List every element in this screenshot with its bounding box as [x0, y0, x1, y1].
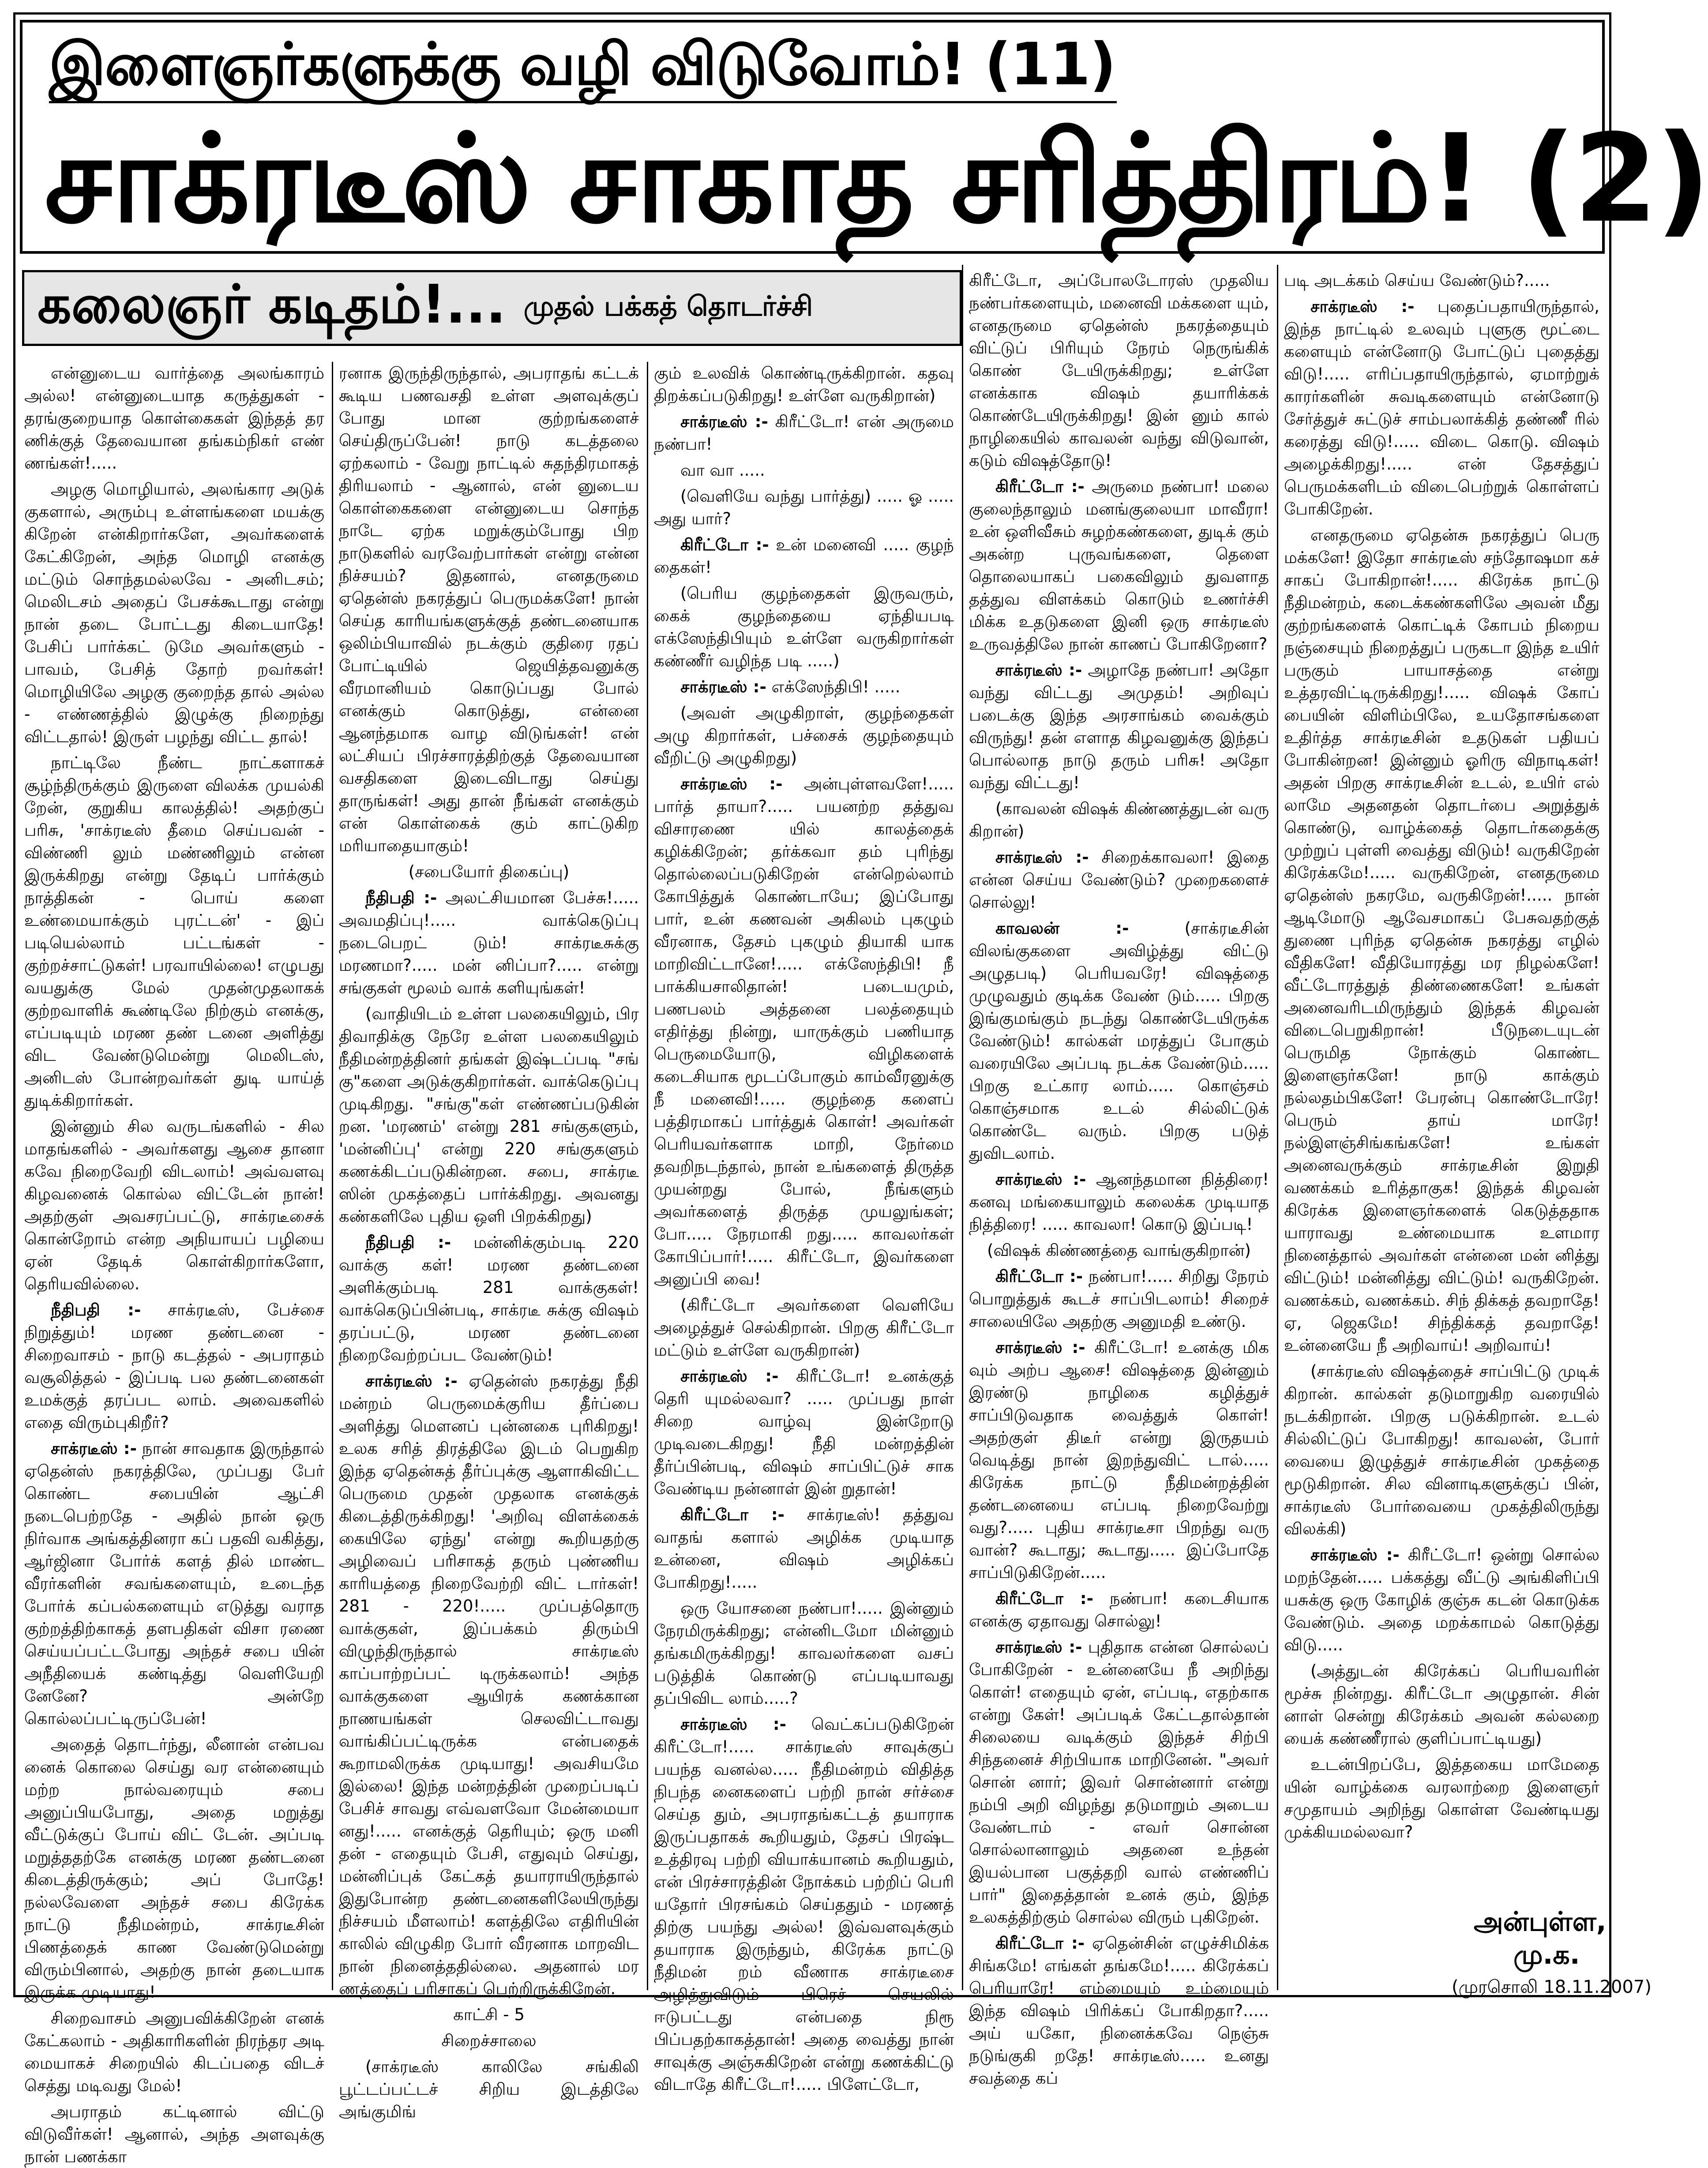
speaker-label: கிரீட்டோ :-: [995, 1589, 1094, 1608]
article-paragraph: [1284, 524, 1599, 1356]
paragraph-text: சாக்ரடீஸ்! தத்துவ வாதங் களால் அழிக்க முடியாத உன்னை, விஷம் அழிக்கப் போகிறது!.....: [654, 1505, 954, 1592]
column-divider: [962, 265, 963, 1990]
article-paragraph: [654, 459, 954, 481]
dialogue-paragraph: [969, 1636, 1269, 1928]
speaker-label: கிரீட்டோ :-: [995, 1267, 1083, 1286]
article-paragraph: [1284, 1360, 1599, 1540]
article-paragraph: [339, 2029, 639, 2052]
paragraph-text: கிரீட்டோ! உனக்கு மிக வும் அற்ப ஆசை! விஷத்தை இன்னும் இரண்டு நாழிகை கழித்துச் சாப்பிடுவதாக வைத்துக் கொள்! அதற்குள் திடீர் என்று இருதயம் வெடித்து நான் இறந்துவிட் டால்..... கிரேக்க நாட்டு நீதிமன்றத்தின் தண்டனையை எப்படி நிறைவேற்று வது?..... புதிய சாக்ரடீசா பிறந்து வரு வான்? கூடாது; கூடாது..... இப்போதே சாப்பிடுகிறேன்.....: [969, 1338, 1269, 1582]
continuation-note: முதல் பக்கத் தொடர்ச்சி: [523, 290, 813, 322]
article-paragraph: [339, 860, 639, 883]
paragraph-text: சிறைக்காவலா! இதை என்ன செய்ய வேண்டும்? முறைகளைச் சொல்லு!: [969, 848, 1269, 912]
article-paragraph: [654, 485, 954, 530]
paragraph-text: அருமை நண்பா! மலை குலைந்தாலும் மனங்குலையா மாவீரா! உன் ஒளிவீசும் சுழற்கண்களை, துடிக் கும் அகன்ற புருவங்களை, தெளை தொலையாகப் பகைவிலும் துவளாத தத்துவ விளக்கம் கொடும் உணர்ச்சி மிக்க உதடுகளை இனி ஒரு சாக்ரடீஸ் உருவத்திலே நான் காணப் போகிறேனா?: [969, 477, 1269, 654]
speaker-label: சாக்ரடீஸ் :-: [365, 1371, 458, 1390]
article-paragraph: [339, 2055, 639, 2123]
paragraph-text: (கிரீட்டோ அவர்களை வெளியே அழைத்துச் செல்கிறான். பிறகு கிரீட்டோ மட்டும் உள்ளே வருகிறான்): [654, 1296, 954, 1360]
article-paragraph: [24, 478, 324, 748]
paragraph-text: வெட்கப்படுகிறேன் கிரீட்டோ!..... சாக்ரடீஸ் சாவுக்குப் பயந்த வனல்ல..... நீதிமன்றம் விதித்த நிபந்த னைகளைப் பற்றி நான் சர்ச்சை செய்த தும், அபராதங்கட்டத் தயாராக இருப்பதாகக் கூறியதும், தேசப் பிரஷ்ட உத்திரவு பற்றி வியாக்யானம் கூறியதும், என் பிரச்சாரத்தின் நோக்கம் பற்றிப் பெரி யதோர் பிரசங்கம் செய்ததும் - மரணத் திற்கு பயந்து அல்ல! இவ்வளவுக்கும் தயாராக இருந்தும், கிரேக்க நாட்டு நீதிமன் றம் வீணாக சாக்ரடீசை அழித்துவிடும் பிரெச் செயலில் ஈடுபட்டது என்பதை நிரூ பிப்பதற்காகத்தான்! அதை வைத்து நான் சாவுக்கு அஞ்சுகிறேன் என்று கணக்கிட்டு விடாதே கிரீட்டோ!..... பிளேட்டோ,: [654, 1715, 954, 2094]
paragraph-text: சிறைவாசம் அனுபவிக்கிறேன் எனக் கேட்கலாம் - அதிகாரிகளின் நிரந்தர அடி மையாகச் சிறையில் கிடப்பதை விடச் செத்து மடிவது மேல்!: [24, 2009, 324, 2095]
article-paragraph: [339, 2003, 639, 2026]
article-paragraph: [339, 362, 639, 857]
dialogue-paragraph: [1284, 295, 1599, 520]
dialogue-paragraph: [24, 1299, 324, 1434]
paragraph-text: (வெளியே வந்து பார்த்து) ..... ஓ ..... அது யார்?: [654, 487, 954, 528]
headline: சாக்ரடீஸ் சாகாத சரித்திரம்! (2): [45, 108, 1708, 249]
speaker-label: சாக்ரடீஸ் :-: [995, 1338, 1085, 1357]
series-kicker: இளைஞர்களுக்கு வழி விடுவோம்! (11): [49, 30, 1115, 98]
speaker-label: சாக்ரடீஸ் :-: [995, 1170, 1086, 1189]
paragraph-text: காட்சி - 5: [453, 2005, 525, 2024]
paragraph-text: கிரீட்டோ! உனக்குத் தெரி யுமல்லவா? ..... முப்பது நாள் சிறை வாழ்வு இன்றோடு முடிவடைகிறது! நீதி மன்றத்தின் தீர்ப்பின்படி, விஷம் சாப்பிட்டுச் சாக வேண்டிய நன்னாள் இன் றுதான்!: [654, 1367, 954, 1498]
paragraph-text: நான் சாவதாக இருந்தால் ஏதென்ஸ் நகரத்திலே, முப்பது பேர் கொண்ட சபையின் ஆட்சி நடைபெற்றதே - அதில் நான் ஒரு நிர்வாக அங்கத்தினரா கப் பதவி வகித்து, ஆர்ஜினா போர்க் களத் தில் மாண்ட வீரர்களின் சவங்களையும், உடைந்த போர்க் கப்பல்களையும் எடுத்து வராத குற்றத்திற்காகத் தளபதிகள் விசா ரணை செய்யப்பட்டபோது அந்தச் சபை யின் அநீதியைக் கண்டித்து வெளியேறி னேனே? அன்றே கொல்லப்பட்டிருப்பேன்!: [24, 1439, 324, 1728]
dialogue-paragraph: [969, 475, 1269, 655]
paragraph-text: (சபையோர் திகைப்பு): [408, 862, 570, 881]
article-paragraph: [969, 1239, 1269, 1262]
speaker-label: காவலன் :-: [995, 919, 1129, 938]
paragraph-text: நாட்டிலே நீண்ட நாட்களாகச் சூழ்ந்திருக்கும் இருளை விலக்க முயல்கி றேன், குறுகிய காலத்தில்! அதற்குப் பரிசு, 'சாக்ரடீஸ் தீமை செய்பவன் - விண்ணி லும் மண்ணிலும் என்ன இருக்கிறது என்று தேடிப் பார்க்கும் நாத்திகன் - பொய் களை உண்மையாக்கும் புரட்டன்' - இப் படியெல்லாம் பட்டங்கள் - குற்றச்சாட்டுகள்! பரவாயில்லை! எழுபது வயதுக்கு மேல் முதன்முதலாகக் குற்றவாளிக் கூண்டிலே நிற்கும் எனக்கு, எப்படியும் மரண தண் டனை அளித்து விட வேண்டுமென்று மெலிடஸ், அனிடஸ் போன்றவர்கள் துடி யாய்த் துடிக்கிறார்கள்.: [24, 753, 324, 1110]
speaker-label: சாக்ரடீஸ் :-: [1310, 1545, 1400, 1564]
paragraph-text: அதைத் தொடர்ந்து, லீனான் என்பவ னைக் கொலை செய்து வர என்னையும் மற்ற நால்வரையும் சபை அனுப்பியபோது, அதை மறுத்து வீட்டுக்குப் போய் விட் டேன். அப்படி மறுத்ததற்கே எனக்கு மரண தண்டனை கிடைத்திருக்கும்; அப் போதே! நல்லவேளை அந்தச் சபை கிரேக்க நாட்டு நீதிமன்றம், சாக்ரடீசின் பிணத்தைக் காண வேண்டுமென்று விரும்பினால், அதற்கு நான் தடையாக இருக்க முடியாது!: [24, 1735, 324, 2002]
article-paragraph: [969, 269, 1269, 472]
paragraph-text: (சாக்ரடீசின் விலங்குகளை அவிழ்த்து விட்டு அழுதபடி) பெரியவரே! விஷத்தை முழுவதும் குடிக்க வேண் டும்..... பிறகு இங்குமங்கும் நடந்து கொண்டேயிருக்க வேண்டும்! கால்கள் மரத்துப் போகும் வரையிலே அப்படி நடக்க வேண்டும்..... பிறகு உட்கார லாம்..... கொஞ்சம் கொஞ்சமாக உடல் சில்லிட்டுக் கொண்டே வரும். பிறகு படுத் துவிடலாம்.: [969, 919, 1269, 1163]
dialogue-paragraph: [969, 846, 1269, 913]
dialogue-paragraph: [969, 1336, 1269, 1584]
paragraph-text: கும் உலவிக் கொண்டிருக்கிறான். கதவு திறக்கப்படுகிறது! உள்ளே வருகிறான்): [654, 364, 954, 405]
signature-closing: அன்புள்ள,: [1474, 1906, 1607, 1937]
column-5: [1284, 269, 1599, 1902]
article-paragraph: [654, 582, 954, 672]
subheading-box: [22, 270, 962, 346]
speaker-label: நீதிபதி :-: [365, 1233, 451, 1252]
paragraph-text: மன்னிக்கும்படி 220 வாக்கு கள்! மரண தண்டனை அளிக்கும்படி 281 வாக்குகள்! வாக்கெடுப்பின்படி, சாக்ரடீ சுக்கு விஷம் தரப்பட்டு, மரண தண்டனை நிறைவேற்றப்பட வேண்டும்!: [339, 1233, 639, 1364]
column-divider: [1277, 265, 1278, 1990]
article-paragraph: [1284, 1753, 1599, 1843]
dialogue-paragraph: [969, 917, 1269, 1165]
dialogue-paragraph: [654, 1503, 954, 1593]
dialogue-paragraph: [969, 1265, 1269, 1333]
speaker-label: நீதிபதி :-: [51, 1300, 141, 1319]
dialogue-paragraph: [24, 1437, 324, 1730]
column-divider: [647, 362, 648, 1990]
dialogue-paragraph: [969, 1168, 1269, 1236]
speaker-label: சாக்ரடீஸ் :-: [995, 661, 1082, 680]
paragraph-text: எனதருமை ஏதென்சு நகரத்துப் பெரு மக்களே! இதோ சாக்ரடீஸ் சந்தோஷமா கச் சாகப் போகிறான்!..... கிரேக்க நாட்டு நீதிமன்றம், கடைக்கண்களிலே அவன் மீது குற்றங்களைக் கொட்டிக் கோபம் நிறைய நஞ்சையும் நிறைத்துப் பருகடா இந்த உயிர் பருகும் பாயாசத்தை என்று உத்தரவிட்டிருக்கிறது!..... விஷக் கோப் பையின் விளிம்பிலே, உயதோசங்களை உதிர்த்த சாக்ரடீசின் உதடுகள் பதியப் போகின்றன! இன்னும் ஓரிரு விநாடிகள்! அதன் பிறகு சாக்ரடீசின் உடல், உயிர் எல் லாமே அதனதன் தொடர்பை அறுத்துக் கொண்டு, வாழ்க்கைத் தொடர்கதைக்கு முற்றுப் புள்ளி வைத்து விடும்! வருகிறேன் கிரேக்கமே!..... வருகிறேன், எனதருமை ஏதென்ஸ் நகரமே, வருகிறேன்!..... நான் ஆடிமோடு ஆவேசமாகப் பேசுவதற்குத் துணை புரிந்த ஏதென்சு நகரத்து எழில் வீதிகளே! வீதியோரத்து மர நிழல்களே! வீட்டோரத்துத் திண்ணைகளே! உங்கள் அனைவரிடமிருந்தும் இந்தக் கிழவன் விடைபெறுகிறான்! பீடுநடையுடன் பெருமித நோக்கும் கொண்ட இளைஞர்களே! நாடு காக்கும் நல்லதம்பிகளே! பேரன்பு கொண்டோரே! பெரும் தாய் மாரே! நல்இளஞ்சிங்கங்களே! உங்கள் அனைவருக்கும் சாக்ரடீசின் இறுதி வணக்கம் உரித்தாகுக! இந்தக் கிழவன் கிரேக்க இளைஞர்களைக் கெடுத்ததாக யாராவது உண்மையாக உளமார நினைத்தால் அவர்கள் என்னை மன் னித்து விட்டும்! மன்னித்து விட்டும்! வருகிறேன். வணக்கம், வணக்கம். சிந் திக்கத் தவறாதே! ஏ, ஜெகமே! சிந்திக்கத் தவறாதே! உன்னையே நீ அறிவாய்! அறிவாய்!: [1284, 526, 1599, 1355]
speaker-label: கிரீட்டோ :-: [680, 1505, 785, 1524]
dialogue-paragraph: [654, 773, 954, 1290]
paragraph-text: சாக்ரடீஸ், பேச்சை நிறுத்தும்! மரண தண்டனை - சிறைவாசம் - நாடு கடத்தல் - அபராதம் வசூலித்தல் - இப்படி பல தண்டனைகள் உமக்குத் தரப்பட லாம். அவைகளில் எதை விரும்புகிறீர்?: [24, 1300, 324, 1432]
speaker-label: நீதிபதி :-: [365, 888, 437, 907]
paragraph-text: கிரீட்டோ, அப்போலடோரஸ் முதலிய நண்பர்களையும், மனைவி மக்களை யும், எனதருமை ஏதென்ஸ் நகரத்தையும் விட்டுப் பிரியும் நேரம் நெருங்கிக் கொண் டேயிருக்கிறது; உள்ளே எனக்காக விஷம் தயாரிக்கக் கொண்டேயிருக்கிறது! இன் னும் கால் நாழிகையில் காவலன் வந்து விடுவான், கடும் விஷத்தோடு!: [969, 271, 1269, 470]
speaker-label: சாக்ரடீஸ் :-: [680, 774, 783, 793]
dialogue-paragraph: [654, 1365, 954, 1500]
paragraph-text: நண்பா! கடைசியாக எனக்கு ஏதாவது சொல்லு!: [969, 1589, 1269, 1631]
speaker-label: சாக்ரடீஸ் :-: [680, 1715, 786, 1734]
source-date: (முரசொலி 18.11.2007): [1452, 1977, 1652, 1997]
article-paragraph: [24, 751, 324, 1112]
paragraph-text: உடன்பிறப்பே, இத்தகைய மாமேதை யின் வாழ்க்கை வரலாற்றை இளைஞர் சமுதாயம் அறிந்து கொள்ள வேண்டியது முக்கியமல்லவா?: [1284, 1755, 1599, 1841]
speaker-label: சாக்ரடீஸ் :-: [995, 848, 1089, 867]
paragraph-text: கிரீட்டோ! என் அருமை நண்பா!: [654, 412, 954, 454]
paragraph-text: அலட்சியமான பேச்சு!..... அவமதிப்பு!..... வாக்கெடுப்பு நடைபெறட் டும்! சாக்ரடீசுக்கு மரணமா?..... மன் னிப்பா?..... என்று சங்குகள் மூலம் வாக் களியுங்கள்!: [339, 888, 639, 997]
paragraph-text: (சாக்ரடீஸ் விஷத்தைச் சாப்பிட்டு முடிக் கிறான். கால்கள் தடுமாறுகிற வரையில் நடக்கிறான். பிறகு படுக்கிறான். உடல் சில்லிட்டுப் போகிறது! காவலன், போர் வையை இழுத்துச் சாக்ரடீசின் முகத்தை மூடுகிறான். சில வினாடிகளுக்குப் பின், சாக்ரடீஸ் போர்வையை முகத்திலிருந்து விலக்கி): [1284, 1362, 1599, 1538]
speaker-label: சாக்ரடீஸ் :-: [680, 412, 768, 431]
dialogue-paragraph: [969, 1587, 1269, 1632]
paragraph-text: அழாதே நண்பா! அதோ வந்து விட்டது அமுதம்! அறிவுப் படைக்கு இந்த அரசாங்கம் வைக்கும் விருந்து! தன் எளாத கிழவனுக்கு இந்தப் பொல்லாத நாடு தரும் பரிசு! அதோ வந்து விட்டது!: [969, 661, 1269, 792]
headline-banner: [20, 20, 1708, 254]
article-paragraph: [24, 2007, 324, 2097]
article-paragraph: [24, 2100, 324, 2168]
dialogue-paragraph: [339, 1370, 639, 2000]
dialogue-paragraph: [1284, 1544, 1599, 1656]
dialogue-paragraph: [654, 1713, 954, 2096]
article-paragraph: [1284, 269, 1599, 292]
paragraph-text: என்னுடைய வார்த்தை அலங்காரம் அல்ல! என்னுடையாத கருத்துகள் - தரங்குறையாத கொள்கைகள் இந்தத் தர ணிக்குத் தேவையான தங்கம்நிகர் எண் ணங்கள்!.....: [24, 364, 324, 473]
paragraph-text: ஏதென்ஸ் நகரத்து நீதி மன்றம் பெருமைக்குரிய தீர்ப்பை அளித்து மௌனப் புன்னகை புரிகிறது! உலக சரித் திரத்திலே இடம் பெறுகிற இந்த ஏதென்சுத் தீர்ப்புக்கு ஆளாகிவிட்ட பெருமை முதன் முதலாக எனக்குக் கிடைத்திருக்கிறது! 'அறிவு விளக்கைக் கையிலே ஏந்து' என்று கூறியதற்கு அழிவைப் பரிசாகத் தரும் புண்ணிய காரியத்தை நிறைவேற்றி விட் டார்கள்! 281 - 220!..... முப்பத்தொரு வாக்குகள், இப்பக்கம் திரும்பி விழுந்திருந்தால் சாக்ரடீஸ் காப்பாற்றப்பட் டிருக்கலாம்! அந்த வாக்குகளை ஆயிரக் கணக்கான நாணயங்கள் செலவிட்டாவது வாங்கிப்பட்டிருக்க என்பதைக் கூறாமலிருக்க முடியாது! அவசியமே இல்லை! இந்த மன்றத்தின் முறைப்படிப் பேசிச் சாவது எவ்வளவோ மேன்மையா னது!..... எனக்குத் தெரியும்; ஒரு மனி தன் - எதையும் பேசி, எதுவும் செய்து, மன்னிப்புக் கேட்கத் தயாராயிருந்தால் இதுபோன்ற தண்டனைகளிலேயிருந்து நிச்சயம் மீளலாம்! களத்திலே எதிரியின் காலில் விழுகிற போர் வீரனாக மாறவிட நான் நினைத்ததில்லை. அதனால் மர ணத்தைப் பரிசாகப் பெற்றிருக்கிறேன்.: [339, 1371, 639, 1998]
speaker-label: கிரீட்டோ :-: [680, 535, 769, 554]
dialogue-paragraph: [339, 887, 639, 999]
article-paragraph: [969, 797, 1269, 842]
paragraph-text: அபராதம் கட்டினால் விட்டு விடுவீர்கள்! ஆனால், அந்த அளவுக்கு நான் பணக்கா: [24, 2102, 324, 2166]
paragraph-text: (அவள் அழுகிறாள், குழந்தைகள் அழு கிறார்கள், பச்சைக் குழந்தையும் வீறிட்டு அழுகிறது): [654, 703, 954, 767]
paragraph-text: ஒரு யோசனை நண்பா!..... இன்னும் நேரமிருக்கிறது; என்னிடமோ மின்னும் தங்கமிருக்கிறது! காவலர்களை வசப் படுத்திக் கொண்டு எப்படியாவது தப்பிவிட லாம்.....?: [654, 1599, 954, 1708]
speaker-label: சாக்ரடீஸ் :-: [51, 1439, 137, 1458]
article-paragraph: [24, 1115, 324, 1295]
article-paragraph: [654, 362, 954, 407]
column-3: [654, 362, 954, 2094]
paragraph-text: படி அடக்கம் செய்ய வேண்டும்?.....: [1284, 271, 1550, 290]
speaker-label: சாக்ரடீஸ் :-: [1310, 297, 1415, 316]
speaker-label: கிரீட்டோ :-: [995, 477, 1085, 496]
speaker-label: சாக்ரடீஸ் :-: [680, 1367, 779, 1386]
paragraph-text: உன் மனைவி ..... குழந் தைகள்!: [654, 535, 954, 577]
dialogue-paragraph: [654, 534, 954, 579]
dialogue-paragraph: [969, 659, 1269, 794]
paragraph-text: நண்பா!..... சிறிது நேரம் பொறுத்துக் கூடச் சாப்பிடலாம்! சிறைச் சாலையிலே அதற்கு அனுமதி உண்டு.: [969, 1267, 1269, 1331]
speaker-label: கிரீட்டோ :-: [995, 1934, 1085, 1953]
paragraph-text: (வாதியிடம் உள்ள பலகையிலும், பிர திவாதிக்கு நேரே உள்ள பலகையிலும் நீதிமன்றத்தினர் தங்கள் இஷ்டப்படி "சங் கு"களை அடுக்குகிறார்கள். வாக்கெடுப்பு முடிகிறது. "சங்கு"கள் எண்ணப்படுகின் றன. 'மரணம்' என்று 281 சங்குகளும், 'மன்னிப்பு' என்று 220 சங்குகளும் கணக்கிடப்படுகின்றன. சபை, சாக்ரடீ ஸின் முகத்தைப் பார்க்கிறது. அவனது கண்களிலே புதிய ஒளி பிறக்கிறது): [339, 1004, 639, 1226]
article-paragraph: [654, 1294, 954, 1361]
paragraph-text: ரனாக இருந்திருந்தால், அபராதங் கட்டக் கூடிய பணவசதி உள்ள அளவுக்குப் போது மான குற்றங்களைச் செய்திருப்பேன்! நாடு கடத்தலை ஏற்கலாம் - வேறு நாட்டில் சுதந்திரமாகத் திரியலாம் - ஆனால், என் னுடைய கொள்கைகளை என்னுடைய சொந்த நாடே ஏற்க மறுக்கும்போது பிற நாடுகளில் வரவேற்பார்கள் என்று என்ன நிச்சயம்? இதனால், எனதருமை ஏதென்ஸ் நகரத்துப் பெருமக்களே! நான் செய்த காரியங்களுக்குத் தண்டனையாக ஒலிம்பியாவில் நடக்கும் குதிரை ரதப் போட்டியில் ஜெயித்தவனுக்கு வீரமானியம் கொடுப்பது போல் எனக்கும் கொடுத்து, என்னை ஆனந்தமாக வாழ விடுங்கள்! என் லட்சியப் பிரச்சாரத்திற்குத் தேவையான வசதிகளை இடைவிடாது செய்து தாருங்கள்! அது தான் நீங்கள் எனக்கும் என் கொள்கைக் கும் காட்டுகிற மரியாதையாகும்!: [339, 364, 639, 855]
paragraph-text: கிரீட்டோ! ஒன்று சொல்ல மறந்தேன்..... பக்கத்து வீட்டு அங்கிளிப்பி யசுக்கு ஒரு கோழிக் குஞ்சு கடன் கொடுக்க வேண்டும். அதை மறக்காமல் கொடுத்து விடு.....: [1284, 1545, 1600, 1654]
paragraph-text: சிறைச்சாலை: [441, 2031, 537, 2050]
article-paragraph: [24, 362, 324, 474]
column-2: [339, 362, 639, 2121]
paragraph-text: இன்னும் சில வருடங்களில் - சில மாதங்களில் - அவர்களது ஆசை தானா கவே நிறைவேறி விடலாம்! அவ்வளவு கிழவனைக் கொல்ல விட்டேன் நான்! அதற்குள் அவசரப்பட்டு, சாக்ரடீசைக் கொன்றோம் என்ற அநியாயப் பழியை ஏன் தேடிக் கொள்கிறார்களோ, தெரியவில்லை.: [24, 1117, 324, 1293]
dialogue-paragraph: [339, 1231, 639, 1366]
subheading-title: கலைஞர் கடிதம்!...: [38, 274, 506, 335]
paragraph-text: வா வா .....: [680, 461, 765, 480]
paragraph-text: (சாக்ரடீஸ் காலிலே சங்கிலி பூட்டப்பட்டச் சிறிய இடத்திலே அங்குமிங்: [339, 2057, 639, 2121]
article-paragraph: [654, 1597, 954, 1710]
paragraph-text: (பெரிய குழந்தைகள் இருவரும், கைக் குழந்தையை ஏந்தியபடி எக்ஸேந்திபியும் உள்ளே வருகிறார்கள் கண்ணீர் வழிந்த படி .....): [654, 584, 954, 670]
paragraph-text: ஆனந்தமான நித்திரை! கனவு மங்கையாலும் கலைக்க முடியாத நித்திரை! ..... காவலா! கொடு இப்படி!: [969, 1170, 1269, 1234]
kicker-divider: [49, 101, 1117, 103]
column-divider: [332, 362, 333, 1990]
signature-name: மு.க.: [1513, 1939, 1580, 1970]
paragraph-text: ஏதென்சின் எழுச்சிமிக்க சிங்கமே! எங்கள் தங்கமே!..... கிரேக்கப் பெரியாரே! எம்மையும் உம்மையும் இந்த விஷம் பிரிக்கப் போகிறதா?..... அய் யகோ, நினைக்கவே நெஞ்சு நடுங்குகி றதே! சாக்ரடீஸ்..... உனது சவத்தை கப்: [969, 1934, 1269, 2088]
article-paragraph: [1284, 1660, 1599, 1750]
dialogue-paragraph: [654, 676, 954, 698]
speaker-label: சாக்ரடீஸ் :-: [995, 1638, 1082, 1657]
column-1: [24, 362, 324, 2166]
paragraph-text: எக்ஸேந்திபி! .....: [766, 677, 901, 696]
paragraph-text: (காவலன் விஷக் கிண்ணத்துடன் வரு கிறான்): [969, 799, 1269, 841]
paragraph-text: அழகு மொழியால், அலங்கார அடுக் குகளால், அரும்பு உள்ளங்களை மயக்கு கிறேன் என்கிறார்களே, அவர்களைக் கேட்கிறேன், அந்த மொழி எனக்கு மட்டும் சொந்தமல்லவே - அனிடசம்; மெலிடசம் அதைப் பேசக்கூடாது என்று நான் தடை போட்டது கிடையாதே! பேசிப் பார்க்கட் டுமே அவர்களும் - பாவம், பேசித் தோற் றவர்கள்! மொழியிலே அழகு குறைந்த தால் அல்ல - எண்ணத்தில் இழுக்கு நிறைந்து விட்டதால்! இருள் பழந்து விட்ட தால்!: [24, 480, 324, 746]
column-4: [969, 269, 1269, 2088]
paragraph-text: (விஷக் கிண்ணத்தை வாங்குகிறான்): [987, 1241, 1251, 1260]
dialogue-paragraph: [654, 410, 954, 455]
article-paragraph: [24, 1733, 324, 2003]
paragraph-text: புதைப்பதாயிருந்தால், இந்த நாட்டில் உலவும் புளுகு மூட்டை களையும் என்னோடு போட்டுப் புதைத்து விடு!..... எரிப்பதாயிருந்தால், ஏமாற்றுக் காரர்களின் சுவடிகளையும் என்னோடு சேர்த்துச் சுட்டுச் சாம்பலாக்கித் தண்ணீ ரில் கரைத்து விடு!..... விடை கொடு. விஷம் அழைக்கிறது!..... என் தேசத்துப் பெருமக்களிடம் விடைபெற்றுக் கொள்ளப் போகிறேன்.: [1284, 297, 1599, 519]
paragraph-text: புதிதாக என்ன சொல்லப் போகிறேன் - உன்னையே நீ அறிந்து கொள்! எதையும் ஏன், எப்படி, எதற்காக என்று கேள்! அப்படிக் கேட்டதால்தான் சிலையை வடிக்கும் இந்தச் சிற்பி சிந்தனைச் சிற்பியாக மாறினேன். "அவர் சொன் னார்; இவர் சொன்னார் என்று நம்பி அறி விழந்து தடுமாறும் அடைய வேண்டாம் - எவர் சொன்ன சொல்லானாலும் அதனை உந்தன் இயல்பான பகுத்தறி வால் எண்ணிப் பார்" இதைத்தான் உனக் கும், இந்த உலகத்திற்கும் சொல்ல விரும் புகிறேன்.: [969, 1638, 1269, 1927]
paragraph-text: அன்புள்ளவளே!..... பார்த் தாயா?..... பயனற்ற தத்துவ விசாரணை யில் காலத்தைக் கழிக்கிறேன்; தர்க்கவா தம் புரிந்து தொல்லைப்படுகிறேன் என்றெல்லாம் கோபித்துக் கொண்டாயே; இப்போது பார், உன் கணவன் அகிலம் புகழும் வீரனாக, தேசம் புகழும் தியாகி யாக மாறிவிட்டானே!..... எக்ஸேந்திபி! நீ பாக்கியசாலிதான்! படையமும், பணபலம் அத்தனை பலத்தையும் எதிர்த்து நின்று, யாருக்கும் பணியாத பெருமையோடு, விழிகளைக் கடைசியாக மூடப்போகும் காம்வீரனுக்கு நீ மனைவி!..... குழந்தை களைப் பத்திரமாகப் பார்த்துக் கொள்! அவர்கள் பெரியவர்களாக மாறி, நேர்மை தவறிநடந்தால், நான் உங்களைத் திருத்த முயன்றது போல், நீங்களும் அவர்களைத் திருத்த முயலுங்கள்; போ..... நேரமாகி றது..... காவலர்கள் கோபிப்பார்!..... கிரீட்டோ, இவர்களை அனுப்பி வை!: [654, 774, 954, 1289]
article-paragraph: [339, 1003, 639, 1228]
paragraph-text: (அத்துடன் கிரேக்கப் பெரியவரின் மூச்சு நின்றது. கிரீட்டோ அழுதான். சின் னாள் சென்று கிரேக்கம் அவன் கல்லறை யைக் கண்ணீரால் குளிப்பாட்டியது): [1284, 1661, 1599, 1748]
article-paragraph: [654, 702, 954, 769]
speaker-label: சாக்ரடீஸ் :-: [680, 677, 766, 696]
dialogue-paragraph: [969, 1932, 1269, 2089]
